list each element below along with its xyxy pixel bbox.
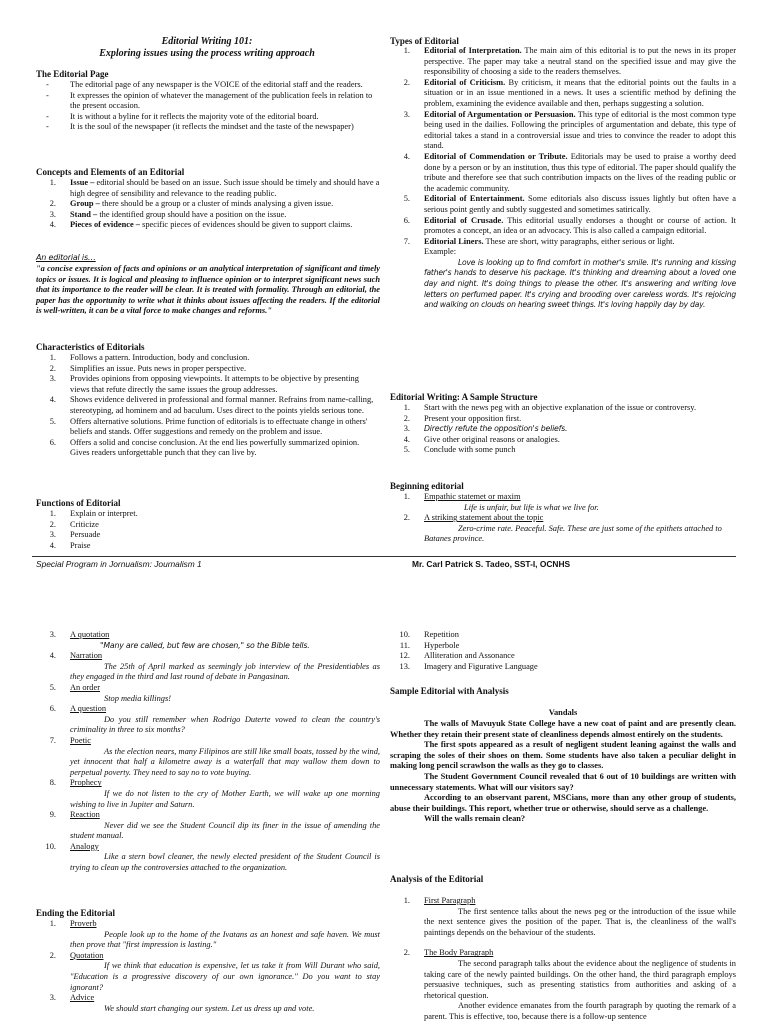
analysis-heading: Analysis of the Editorial <box>390 874 484 884</box>
beginning-continued-list: 3. A quotation "Many are called, but few are chosen," so the Bible tells. 4. Narration The 25th of April marked as seemingly job interview of the Presidentiables as they engaged in the third and last round of debate in Pangasinan. 5. An order Stop media killings! 6. A question Do you still remember when Rodrigo Duterte vowed to clean the country's criminality in three to six months? 7. Poetic As the election nears, many Filipinos are still like small boats, tossed by the wind, yet innocent that half a kilometre away is a waterfall that may wallow them down to perpetual poverty. They need to say no to vote buying. 8. Prophecy If we do not listen to the cry of Mother Earth, we will wake up one morning wishing to live in Jupiter and Saturn. 9. Reaction Never did we see the Student Council dip its finer in the issue of amending the student manual. 10. Analogy Like a stern bowl cleaner, the newly elected president of the Student Council is trying to clean up the controversies attached to the organization. <box>45 630 380 873</box>
concept-text: editorial should be based on an issue. Such issue should be timely and should have a high degree of sensibility and relevance to the reading public. <box>70 178 380 198</box>
list-item-label: Advice <box>70 993 95 1003</box>
concept-term: Stand – <box>70 209 98 219</box>
sample-structure-list: 1. Start with the news peg with an objective explanation of the issue or controversy. 2. Present your opposition first. 3. Directly refute the opposition's beliefs. 4. Give other original reasons or analogies. 5. Conclude with some punch <box>390 403 736 456</box>
list-item-example: People look up to the home of the Ivatans as an honest and safe haven. We must then prove that "first impression is lasting." <box>70 929 380 950</box>
list-item: Alliteration and Assonance <box>424 651 515 661</box>
list-item-label: Proverb <box>70 919 97 928</box>
list-item-example: The 25th of April marked as seemingly job interview of the Presidentiables as they engaged in the third and last round of debate in Pangasinan. <box>70 661 380 682</box>
list-item-text: The second paragraph talks about the evidence about the negligence of students in taking care of the newly painted buildings. On the other hand, the third paragraph employs persuasive techniques, such as presenting statistics from authorities and asking of a rhetorical question. <box>424 958 736 1000</box>
list-item-label: The Body Paragraph <box>424 948 494 958</box>
list-item-example: Stop media killings! <box>104 693 171 703</box>
list-item: Provides opinions from opposing viewpoints. It attempts to be objective by presenting views that refute directly the same issues the group addresses. <box>70 374 359 394</box>
page-title: Editorial Writing 101: <box>161 36 253 47</box>
type-term: Editorial of Argumentation or Persuasion. <box>424 109 576 119</box>
type-term: Editorial of Crusade. <box>424 215 504 225</box>
list-item: Offers alternative solutions. Prime function of editorials is to effectuate change in others' beliefs and stands. Offer suggestions and remedy on the problem and issue. <box>70 416 368 437</box>
list-num: 13. <box>399 661 410 671</box>
beginning-heading: Beginning editorial <box>390 481 464 491</box>
list-item: Imagery and Figurative Language <box>424 661 538 671</box>
figures-list <box>390 630 736 672</box>
vandals-paragraph: The Student Government Council revealed that 6 out of 10 buildings are written with unnecessary statements. What will our visitors say? <box>390 771 736 792</box>
list-item-label: Poetic <box>70 735 91 745</box>
list-item-example: If we think that education is expensive, let us take it from Will Durant who said, "Education is a progressive discovery of our own ignorance." Do you want to stay ignorant? <box>70 961 380 992</box>
list-item: It expresses the opinion of whatever the management of the publication feels in relation to the present occasion. <box>70 90 373 111</box>
characteristics-list: 1. Follows a pattern. Introduction, body and conclusion. 2. Simplifies an issue. Puts news in proper perspective. 3. Provides opinions from opposing viewpoints. It attempts to be objective by presenting views that refute directly the same issues the group addresses. 4. Shows evidence delivered in professional and formal manner. Refrains from name-calling, stereotyping, ad hominem and ad baculum. Uses direct to the points yields serious tone. 5. Offers alternative solutions. Prime function of editorials is to effectuate change in others' beliefs and stands. Offer suggestions and remedy on the problem and issue. 6. Offers a solid and concise conclusion. At the end lies powerfully summarized opinion. Gives readers unforgettable punch that they can live by. <box>36 353 380 459</box>
list-item-label: Narration <box>70 651 103 661</box>
list-item-example: Never did we see the Student Council dip its finer in the issue of amending the student manual. <box>70 820 380 841</box>
type-term: Editorial of Commendation or Tribute. <box>424 151 568 161</box>
list-item-example: Do you still remember when Rodrigo Duterte vowed to clean the country's criminality in three to six months? <box>70 714 380 735</box>
list-item: Criticize <box>70 519 99 529</box>
definition-heading: An editorial is… <box>36 253 96 262</box>
list-num: 12. <box>399 651 410 661</box>
list-item-label: Quotation <box>70 950 104 960</box>
list-item: Hyperbole <box>424 640 460 650</box>
list-item-label: An order <box>70 682 100 692</box>
list-item-label: Analogy <box>70 841 99 851</box>
list-item-label: A striking statement about the topic <box>424 513 544 523</box>
concept-term: Issue – <box>70 178 95 187</box>
list-num: 10. <box>399 630 410 639</box>
list-item: It is the soul of the newspaper (it reflects the mindset and the taste of the newspaper) <box>70 122 354 132</box>
concept-text: there should be a group or a cluster of minds analysing a given issue. <box>99 199 334 209</box>
list-item: Explain or interpret. <box>70 509 138 518</box>
characteristics-heading: Characteristics of Editorials <box>36 342 145 352</box>
vandals-paragraph: According to an observant parent, MSCians, more than any other group of students, abuse their buildings. This report, whether true or otherwise, should serve as a challenge. <box>390 793 736 813</box>
footer-divider <box>32 556 736 557</box>
sample-structure-heading: Editorial Writing: A Sample Structure <box>390 392 538 402</box>
type-text: By criticism, it means that the editorial points out the faults in a situation or in an issue mentioned in a news. It uses a scientific method by defining the problem, examining the evidence available and then, perhaps suggesting a solution. <box>424 77 736 108</box>
list-item-example: Zero-crime rate. Peaceful. Safe. These are just some of the epithets attached to Batanes province. <box>424 523 722 544</box>
editorial-page-list: - The editorial page of any newspaper is the VOICE of the editorial staff and the readers. - It expresses the opinion of whatever the management of the publication feels in relation to the present occasion. - It is without a byline for it reflects the majority vote of the editorial board. - It is the soul of the newspaper (it reflects the mindset and the taste of the newspaper) <box>36 80 380 133</box>
ending-heading: Ending the Editorial <box>36 908 116 918</box>
list-item: Offers a solid and concise conclusion. At the end lies powerfully summarized opinion. Gives readers unforgettable punch that they can live by. <box>70 437 360 458</box>
type-term: Editorial of Criticism. <box>424 77 506 87</box>
sample-editorial-heading: Sample Editorial with Analysis <box>390 686 509 696</box>
editorial-page-heading: The Editorial Page <box>36 69 109 79</box>
concept-term: Group – <box>70 199 100 209</box>
list-item-example: If we do not listen to the cry of Mother Earth, we will wake up one morning wishing to live in Jupiter and Saturn. <box>70 788 380 809</box>
list-item: Simplifies an issue. Puts news in proper perspective. <box>70 363 247 373</box>
list-item-label: A question <box>70 704 107 714</box>
concept-term: Pieces of evidence – <box>70 220 140 230</box>
vandals-paragraph: Will the walls remain clean? <box>424 814 526 824</box>
list-item: Start with the news peg with an objective explanation of the issue or controversy. <box>424 403 697 412</box>
list-item-text: The first sentence talks about the news peg or the introduction of the issue while the next sentence gives the position of the paper. That is, the cleanliness of the wall's paintings depends on the behaviour of the students. <box>424 906 736 937</box>
list-item-label: First Paragraph <box>424 896 476 905</box>
list-item-example: Like a stern bowl cleaner, the newly elected president of the Student Council is trying to clean up the controversies attached to the organization. <box>70 852 380 873</box>
list-item: Repetition <box>424 630 459 639</box>
list-item-label: A quotation <box>70 630 110 639</box>
concepts-heading: Concepts and Elements of an Editorial <box>36 167 185 177</box>
definition-text: "a concise expression of facts and opinions or an analytical interpretation of significant and timely topics or issues. It is logical and pleasing to influence opinion or to interpret significant news such that its importance to the reader will be clear. It is treated with formality. Through an editorial, the paper has the opportunity to write what it thinks about issues affecting the readers. If the editorial is well-written, it can be a vital force to make changes and reforms." <box>36 264 380 316</box>
type-text: This type of editorial is the most common type being used in the dailies. Following the principles of argumentation and debate, this type of editorial takes a stand in a controversial issue and tries to convince the reader to adopt this stand. <box>424 109 737 151</box>
list-item-example: As the election nears, many Filipinos are still like small boats, tossed by the wind, yet innocent that half a kilometre away is a waterfall that may wallow them down to perpetual poverty. They need to say no to vote buying. <box>70 746 380 777</box>
list-num: 11. <box>399 640 410 650</box>
list-item: Give other original reasons or analogies. <box>424 434 560 444</box>
functions-heading: Functions of Editorial <box>36 498 121 508</box>
list-item: Shows evidence delivered in professional and formal manner. Refrains from name-calling, stereotyping, ad hominem and ad baculum. Uses direct to the points yields serious tone. <box>70 395 374 415</box>
example-text: Love is looking up to find comfort in mother's smile. It's running and kissing father's hands to deserve his package. It's thinking and dreaming about a loved one day and night. It's doing things to please the other. It's answering and writing love letters on perfumed paper. It's crying and brooding over careless words. It's rejoicing and walking on clouds on hearing sweet things. It's loving happily day by day. <box>424 257 736 310</box>
list-item-label: Empathic statemet or maxim <box>424 492 521 501</box>
type-text: Editorials may be used to praise a worthy deed done by a person or by an institution, thus this type of editorial. The paper should qualify the tribute and therefore see that such contribution impacts on the lives of the reading public or the academic community. <box>424 151 736 193</box>
list-item-label: Prophecy <box>70 778 102 788</box>
type-text: This editorial usually endorses a thought or course of action. It promotes a concept, an idea or an advocacy. This is also called a campaign editorial. <box>424 215 737 236</box>
ending-list: 1. Proverb People look up to the home of the Ivatans as an honest and safe haven. We must then prove that "first impression is lasting." 2. Quotation If we think that education is expensive, let us take it from Will Durant who said, "Education is a progressive discovery of our own ignorance." Do you want to stay ignorant? 3. Advice We should start changing our system. Let us dress up and vote. <box>49 919 380 1013</box>
concept-text: specific pieces of evidences should be given to support claims. <box>140 220 353 230</box>
vandals-body <box>390 719 736 825</box>
analysis-list: 1. First Paragraph The first sentence talks about the news peg or the introduction of the issue while the next sentence gives the position of the paper. That is, the cleanliness of the wall's paintings depends on the behaviour of the students. 2. The Body Paragraph The second paragraph talks about the evidence about the negligence of students in taking care of the newly painted buildings. On the other hand, the third paragraph employs persuasive techniques, such as presenting statistics from authorities and asking of a rhetorical question. Another evidence emanates from the fourth paragraph by quoting the remark of a parent. This is effective, too, because there is a follow-up sentence <box>403 896 736 1021</box>
list-item-text: Another evidence emanates from the fourth paragraph by quoting the remark of a parent. This is effective, too, because there is a follow-up sentence <box>424 1001 736 1021</box>
list-item: Present your opposition first. <box>424 413 522 423</box>
types-list: 1. Editorial of Interpretation. The main aim of this editorial is to put the news in its proper perspective. The paper may take a neutral stand on the specified issue and may give the responsibility of choosing a side to the readers themselves. 2. Editorial of Criticism. By criticism, it means that the editorial points out the faults in a situation or in an issue mentioned in a news. It uses a scientific method by defining the problem, examining the evidence available and then, perhaps suggesting a solution. 3. Editorial of Argumentation or Persuasion. This type of editorial is the most common type being used in the dailies. Following the principles of argumentation and debate, this type of editorial takes a stand in a controversial issue and tries to convince the reader to adopt this stand. 4. Editorial of Commendation or Tribute. Editorials may be used to praise a worthy deed done by a person or by an institution, thus this type of editorial. The paper should qualify the tribute and therefore see that such contribution impacts on the lives of the reading public or the academic community. 5. Editorial of Entertainment. Some editorials also discuss issues lightly but often have a serious point gently and subtly suggested and sometimes satirically. 6. Editorial of Crusade. This editorial usually endorses a thought or course of action. It promotes a concept, an idea or an advocacy. This is also called a campaign editorial. 7. Editorial Liners. These are short, witty paragraphs, either serious or light. Example: Love is looking up to find comfort in mother's smile. It's running and kissing father's hands to deserve his package. It's thinking and dreaming about a loved one day and night. It's doing things to please the other. It's answering and writing love letters on perfumed paper. It's crying and brooding over careless words. It's rejoicing and walking on clouds on hearing sweet things. It's loving happily day by day. <box>403 46 737 310</box>
beginning-list: 1. Empathic statemet or maxim Life is unfair, but life is what we live for. 2. A striking statement about the topic Zero-crime rate. Peaceful. Safe. These are just some of the epithets attached to Batanes province. <box>390 492 736 545</box>
concepts-list: 1. Issue – editorial should be based on an issue. Such issue should be timely and should have a high degree of sensibility and relevance to the reading public. 2. Group – there should be a group or a cluster of minds analysing a given issue. 3. Stand – the identified group should have a position on the issue. 4. Pieces of evidence – specific pieces of evidences should be given to support claims. <box>49 178 380 230</box>
page-subtitle: Exploring issues using the process writing approach <box>99 48 315 59</box>
list-item-label: Reaction <box>70 810 100 820</box>
list-item: Persuade <box>70 530 101 540</box>
list-item-example: We should start changing our system. Let us dress up and vote. <box>104 1003 315 1013</box>
list-item-example: Life is unfair, but life is what we live for. <box>464 502 599 512</box>
type-term: Editorial of Entertainment. <box>424 194 525 204</box>
vandals-paragraph: The walls of Mavuyuk State College have a new coat of paint and are presently clean. Whether they retain their present state of cleanliness depends almost entirely on the students. <box>390 719 736 739</box>
vandals-paragraph: The first spots appeared as a result of negligent student leaning against the walls and scraping the soles of their shoes on them. Some students have also taken a peculiar delight in making long pencil scrawlson the walls as they go to classes. <box>390 740 736 771</box>
footer-course: Special Program in Jornualism: Journalism 1 <box>36 559 202 569</box>
footer-teacher: Mr. Carl Patrick S. Tadeo, SST-I, OCNHS <box>412 559 571 569</box>
type-text: Some editorials also discuss issues lightly but often have a serious point gently and subtly suggested and sometimes satirically. <box>424 194 736 214</box>
list-item: It is without a byline for it reflects the majority vote of the editorial board. <box>70 111 319 121</box>
concept-text: the identified group should have a position on the issue. <box>97 209 287 219</box>
types-heading: Types of Editorial <box>390 36 459 46</box>
list-item-example: "Many are called, but few are chosen," so the Bible tells. <box>100 640 310 650</box>
functions-list: 1. Explain or interpret. 2. Criticize 3. Persuade 4. Praise <box>36 509 380 551</box>
list-item: Directly refute the opposition's beliefs. <box>424 424 568 434</box>
type-text: The main aim of this editorial is to put the news in its proper perspective. The paper may take a neutral stand on the specified issue and may give the responsibility of choosing a side to the readers themselves. <box>424 46 737 77</box>
type-term: Editorial of Interpretation. <box>424 46 522 55</box>
vandals-title: Vandals <box>548 708 578 717</box>
list-item: Praise <box>70 540 91 550</box>
type-term: Editorial Liners. <box>424 236 484 246</box>
example-label: Example: <box>424 247 457 257</box>
list-item: The editorial page of any newspaper is the VOICE of the editorial staff and the readers. <box>70 80 363 89</box>
list-item: Follows a pattern. Introduction, body and conclusion. <box>70 353 250 362</box>
type-text: These are short, witty paragraphs, either serious or light. <box>483 236 675 246</box>
list-item: Conclude with some punch <box>424 445 516 455</box>
